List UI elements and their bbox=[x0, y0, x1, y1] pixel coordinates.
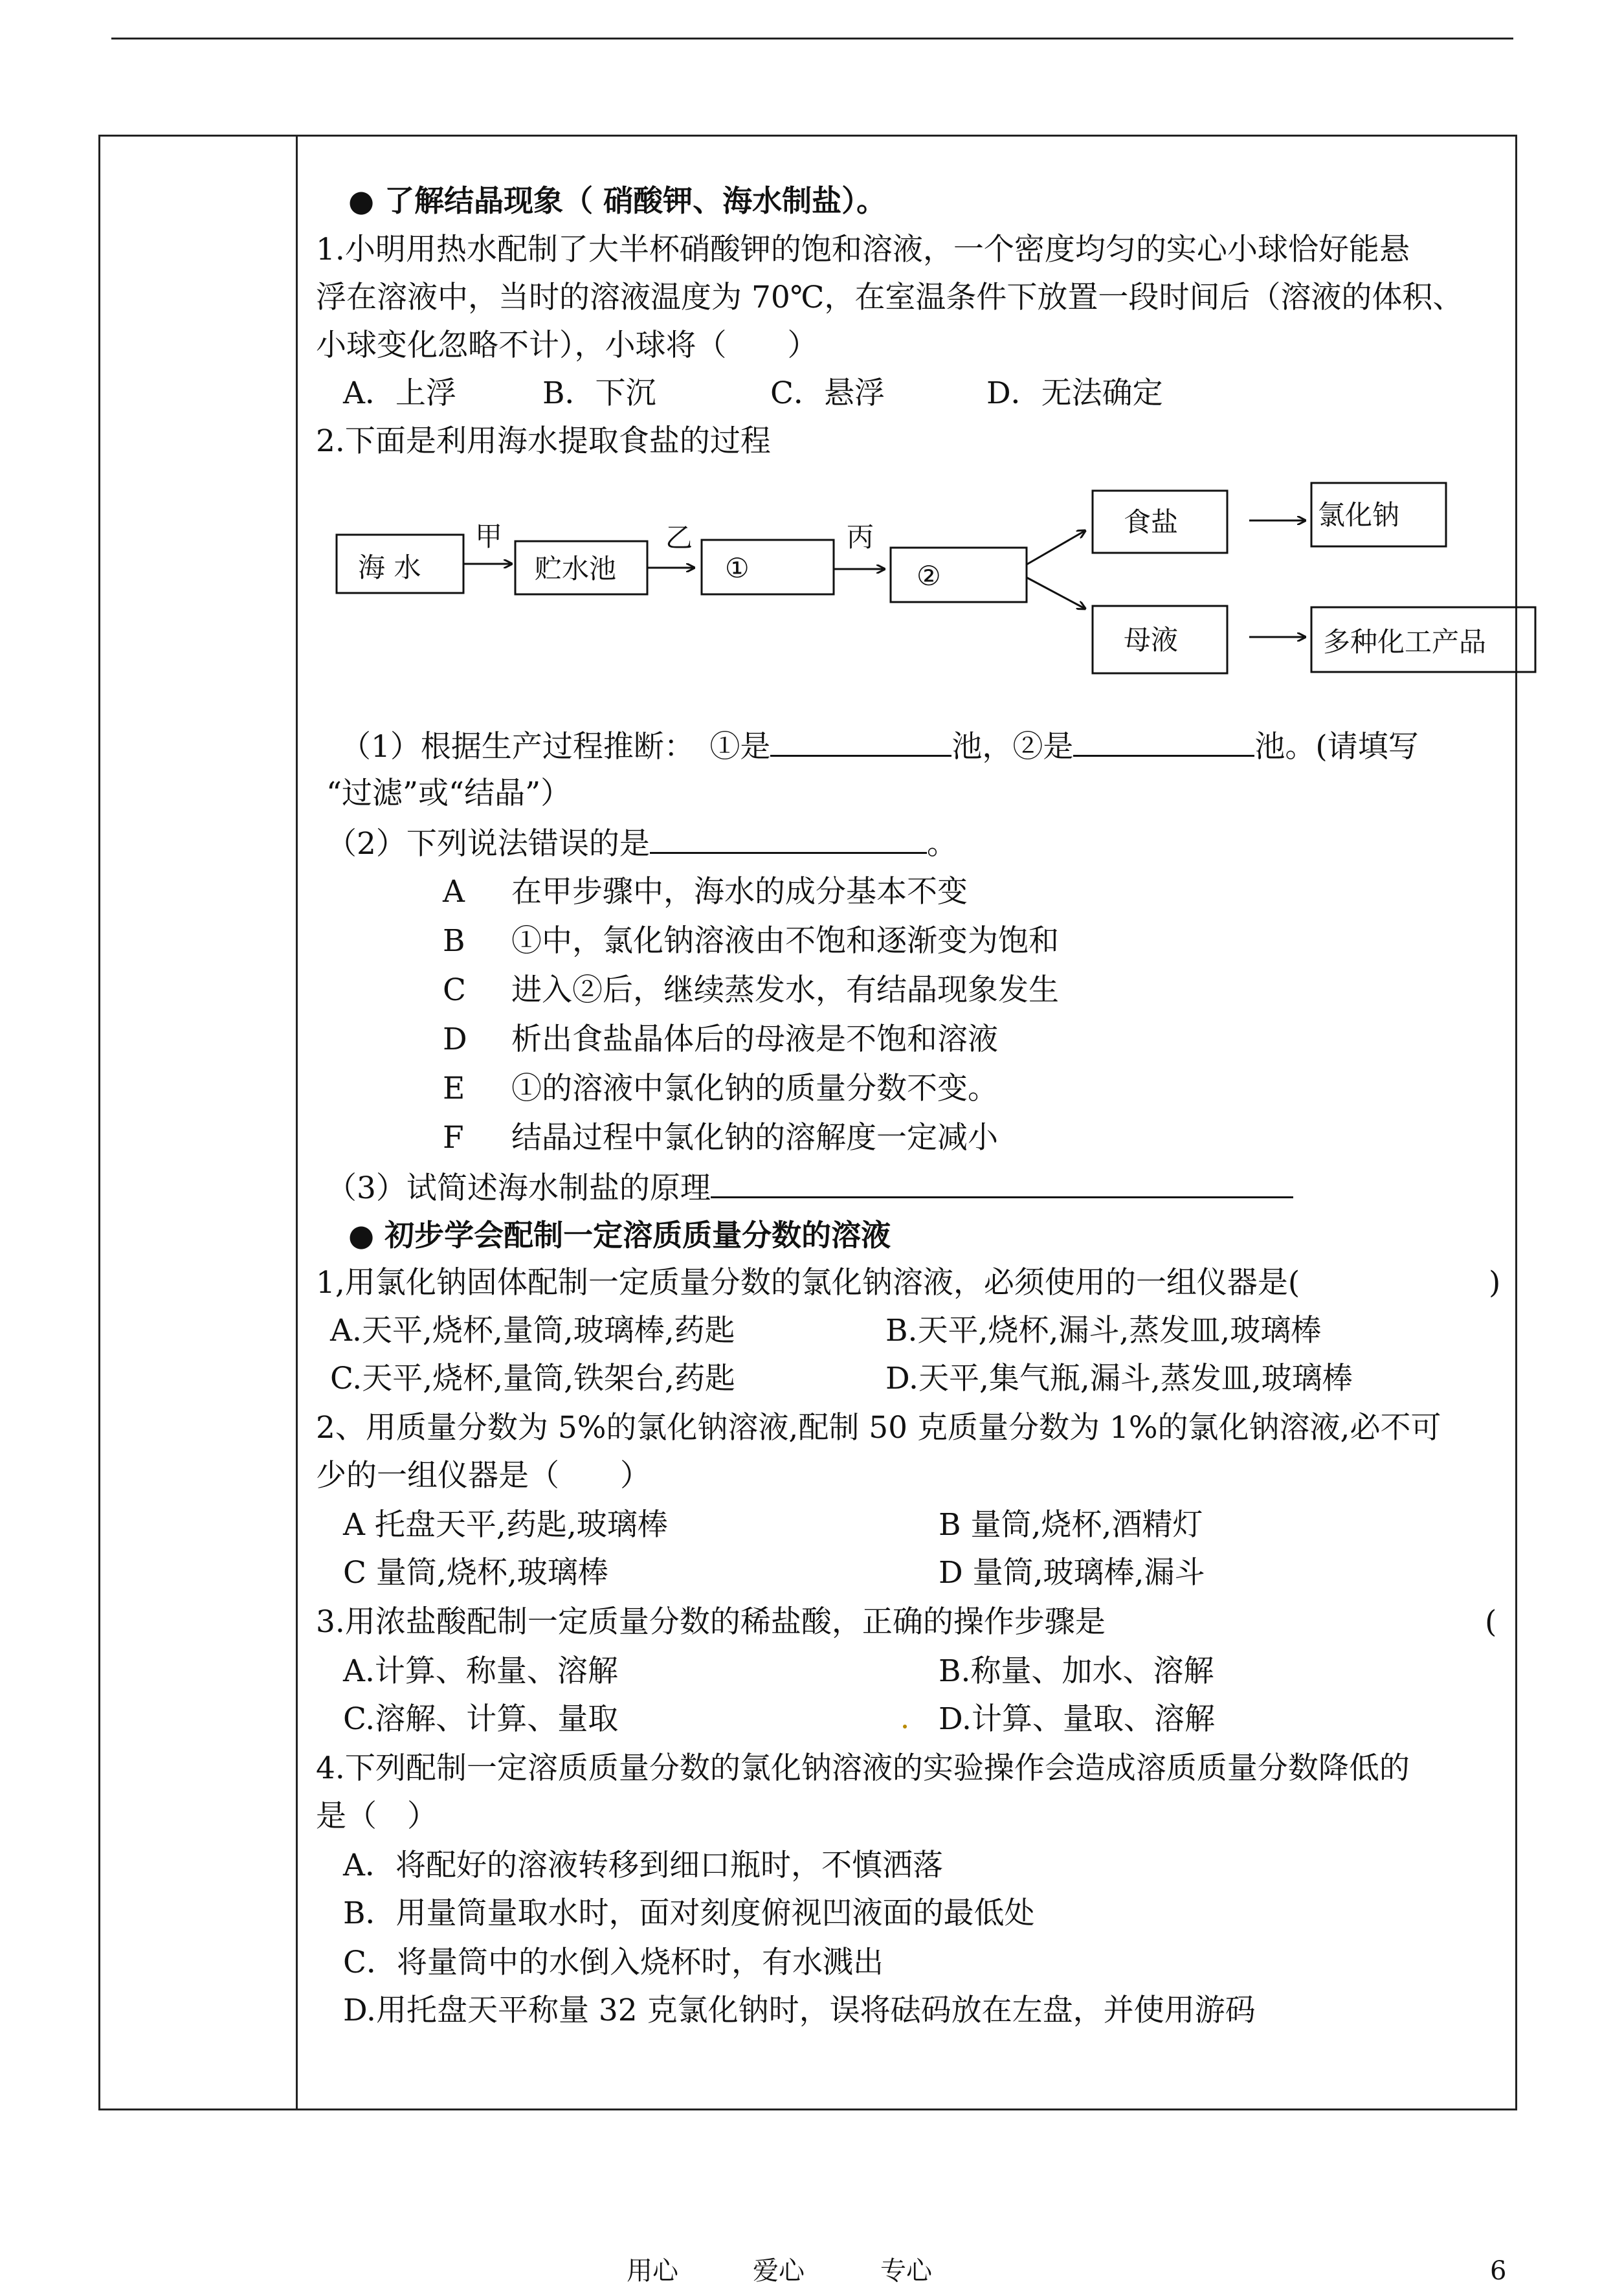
node-nacl-label: 氯化钠 bbox=[1318, 499, 1400, 531]
footer-item-1: 用心 bbox=[627, 2256, 678, 2286]
s2-q2-option-d: D 量筒,玻璃棒,漏斗 bbox=[939, 1555, 1205, 1591]
choice-e-text: ①的溶液中氯化钠的质量分数不变。 bbox=[511, 1071, 998, 1106]
q2-sub3-text: （3）试简述海水制盐的原理 bbox=[326, 1170, 711, 1206]
s2-q1-option-a: A.天平,烧杯,量筒,玻璃棒,药匙 bbox=[330, 1313, 735, 1348]
s2-q2-option-a: A 托盘天平,药匙,玻璃棒 bbox=[343, 1507, 668, 1543]
node-mother-liquor-label: 母液 bbox=[1124, 624, 1179, 656]
s2-q2-option-c: C 量筒,烧杯,玻璃棒 bbox=[343, 1555, 608, 1591]
blank-pool1[interactable] bbox=[770, 726, 951, 757]
section1-heading-text: 了解结晶现象（ 硝酸钾、海水制盐）。 bbox=[384, 183, 887, 218]
s2-q2-line1: 2、用质量分数为 5%的氯化钠溶液,配制 50 克质量分数为 1%的氯化钠溶液,必不可 bbox=[316, 1410, 1441, 1446]
s2-q4-option-c: C．将量筒中的水倒入烧杯时，有水溅出 bbox=[343, 1945, 884, 1980]
s2-q4-option-d: D.用托盘天平称量 32 克氯化钠时，误将砝码放在左盘，并使用游码 bbox=[343, 1993, 1256, 2028]
s2-q2-line2: 少的一组仪器是（ ） bbox=[316, 1458, 651, 1493]
blank-wrong-statement[interactable] bbox=[650, 823, 927, 854]
s2-q4-line2: 是（ ） bbox=[316, 1798, 438, 1834]
choice-c-letter: C bbox=[443, 972, 466, 1008]
s2-q1-option-b: B.天平,烧杯,漏斗,蒸发皿,玻璃棒 bbox=[885, 1313, 1322, 1348]
section2-heading-text: 初步学会配制一定溶质质量分数的溶液 bbox=[384, 1218, 891, 1253]
choice-f-text: 结晶过程中氯化钠的溶解度一定减小 bbox=[511, 1120, 998, 1156]
bullet-icon: ● bbox=[348, 183, 375, 218]
choice-c-text: 进入②后，继续蒸发水，有结晶现象发生 bbox=[511, 972, 1059, 1008]
choice-a-text: 在甲步骤中，海水的成分基本不变 bbox=[511, 874, 968, 910]
s2-q3-option-c: C.溶解、计算、量取 bbox=[343, 1701, 619, 1737]
q1-line1: 1.小明用热水配制了大半杯硝酸钾的饱和溶液，一个密度均匀的实心小球恰好能悬 bbox=[316, 232, 1410, 267]
q2-sub1-middle: 池，②是 bbox=[951, 729, 1074, 765]
arrow-to-salt bbox=[1027, 531, 1085, 565]
node-pool2-label: ② bbox=[917, 560, 941, 592]
q2-sub2-end: 。 bbox=[926, 826, 957, 862]
choice-b-text: ①中，氯化钠溶液由不饱和逐渐变为饱和 bbox=[511, 923, 1059, 959]
choice-d-text: 析出食盐晶体后的母液是不饱和溶液 bbox=[511, 1022, 998, 1057]
node-salt-label: 食盐 bbox=[1124, 506, 1179, 538]
q1-option-c: C．悬浮 bbox=[770, 375, 885, 411]
q1-line2: 浮在溶液中，当时的溶液温度为 70℃，在室温条件下放置一段时间后（溶液的体积、 bbox=[316, 280, 1463, 315]
page-number: 6 bbox=[1490, 2256, 1507, 2286]
stray-mark bbox=[903, 1725, 907, 1728]
choice-f-letter: F bbox=[443, 1120, 464, 1156]
arrow-label-jia: 甲 bbox=[475, 520, 503, 552]
s2-q3-paren: ( bbox=[1485, 1604, 1497, 1640]
choice-d-letter: D bbox=[443, 1022, 467, 1057]
q2-intro: 2.下面是利用海水提取食盐的过程 bbox=[316, 423, 771, 459]
s2-q1-stem: 1,用氯化钠固体配制一定质量分数的氯化钠溶液，必须使用的一组仪器是( bbox=[316, 1265, 1300, 1301]
column-divider bbox=[296, 135, 298, 2110]
s2-q1-option-c: C.天平,烧杯,量筒,铁架台,药匙 bbox=[330, 1361, 735, 1396]
s2-q3-option-b: B.称量、加水、溶解 bbox=[939, 1653, 1214, 1689]
q2-sub1 bbox=[340, 726, 1419, 766]
arrow-label-yi: 乙 bbox=[665, 522, 693, 554]
q2-sub1-line2: “过滤”或“结晶”） bbox=[326, 776, 572, 811]
seawater-flow-diagram bbox=[316, 173, 1507, 658]
node-pool1-label: ① bbox=[725, 552, 750, 584]
s2-q2-option-b: B 量筒,烧杯,酒精灯 bbox=[939, 1507, 1203, 1543]
node-reservoir-label: 贮水池 bbox=[535, 553, 617, 585]
s2-q4-line1: 4.下列配制一定溶质质量分数的氯化钠溶液的实验操作会造成溶质质量分数降低的 bbox=[316, 1751, 1410, 1786]
choice-e-letter: E bbox=[443, 1071, 465, 1106]
q1-line3: 小球变化忽略不计），小球将（ ） bbox=[316, 328, 818, 363]
section2-heading bbox=[348, 1216, 891, 1255]
choice-a-letter: A bbox=[443, 874, 465, 910]
q2-sub1-suffix: 池。(请填写 bbox=[1254, 729, 1419, 765]
footer-item-3: 专心 bbox=[880, 2256, 932, 2286]
s2-q4-option-b: B．用量筒量取水时，面对刻度俯视凹液面的最低处 bbox=[343, 1896, 1035, 1931]
footer-item-2: 爱心 bbox=[753, 2256, 805, 2286]
node-seawater-label: 海 水 bbox=[358, 552, 421, 583]
bullet-icon: ● bbox=[348, 1218, 375, 1253]
q2-sub3 bbox=[326, 1168, 1293, 1208]
node-chemicals-label: 多种化工产品 bbox=[1323, 626, 1487, 658]
q2-sub1-prefix: （1）根据生产过程推断： ①是 bbox=[340, 729, 771, 765]
q2-sub2 bbox=[326, 823, 957, 864]
s2-q4-option-a: A．将配好的溶液转移到细口瓶时，不慎洒落 bbox=[343, 1848, 943, 1883]
q1-option-a: A．上浮 bbox=[343, 375, 456, 411]
header-rule bbox=[111, 38, 1513, 39]
s2-q3-option-d: D.计算、量取、溶解 bbox=[939, 1701, 1215, 1737]
q1-option-d: D．无法确定 bbox=[986, 375, 1163, 411]
q1-option-b: B．下沉 bbox=[542, 375, 656, 411]
s2-q1-option-d: D.天平,集气瓶,漏斗,蒸发皿,玻璃棒 bbox=[885, 1361, 1353, 1396]
q2-sub2-text: （2）下列说法错误的是 bbox=[326, 826, 650, 862]
s2-q3-stem: 3.用浓盐酸配制一定质量分数的稀盐酸，正确的操作步骤是 bbox=[316, 1604, 1106, 1640]
s2-q1-paren: ) bbox=[1489, 1265, 1501, 1301]
blank-pool2[interactable] bbox=[1073, 726, 1254, 757]
s2-q3-option-a: A.计算、称量、溶解 bbox=[343, 1653, 618, 1689]
arrow-label-bing: 丙 bbox=[847, 521, 874, 553]
choice-b-letter: B bbox=[443, 923, 465, 959]
blank-principle[interactable] bbox=[711, 1168, 1293, 1198]
